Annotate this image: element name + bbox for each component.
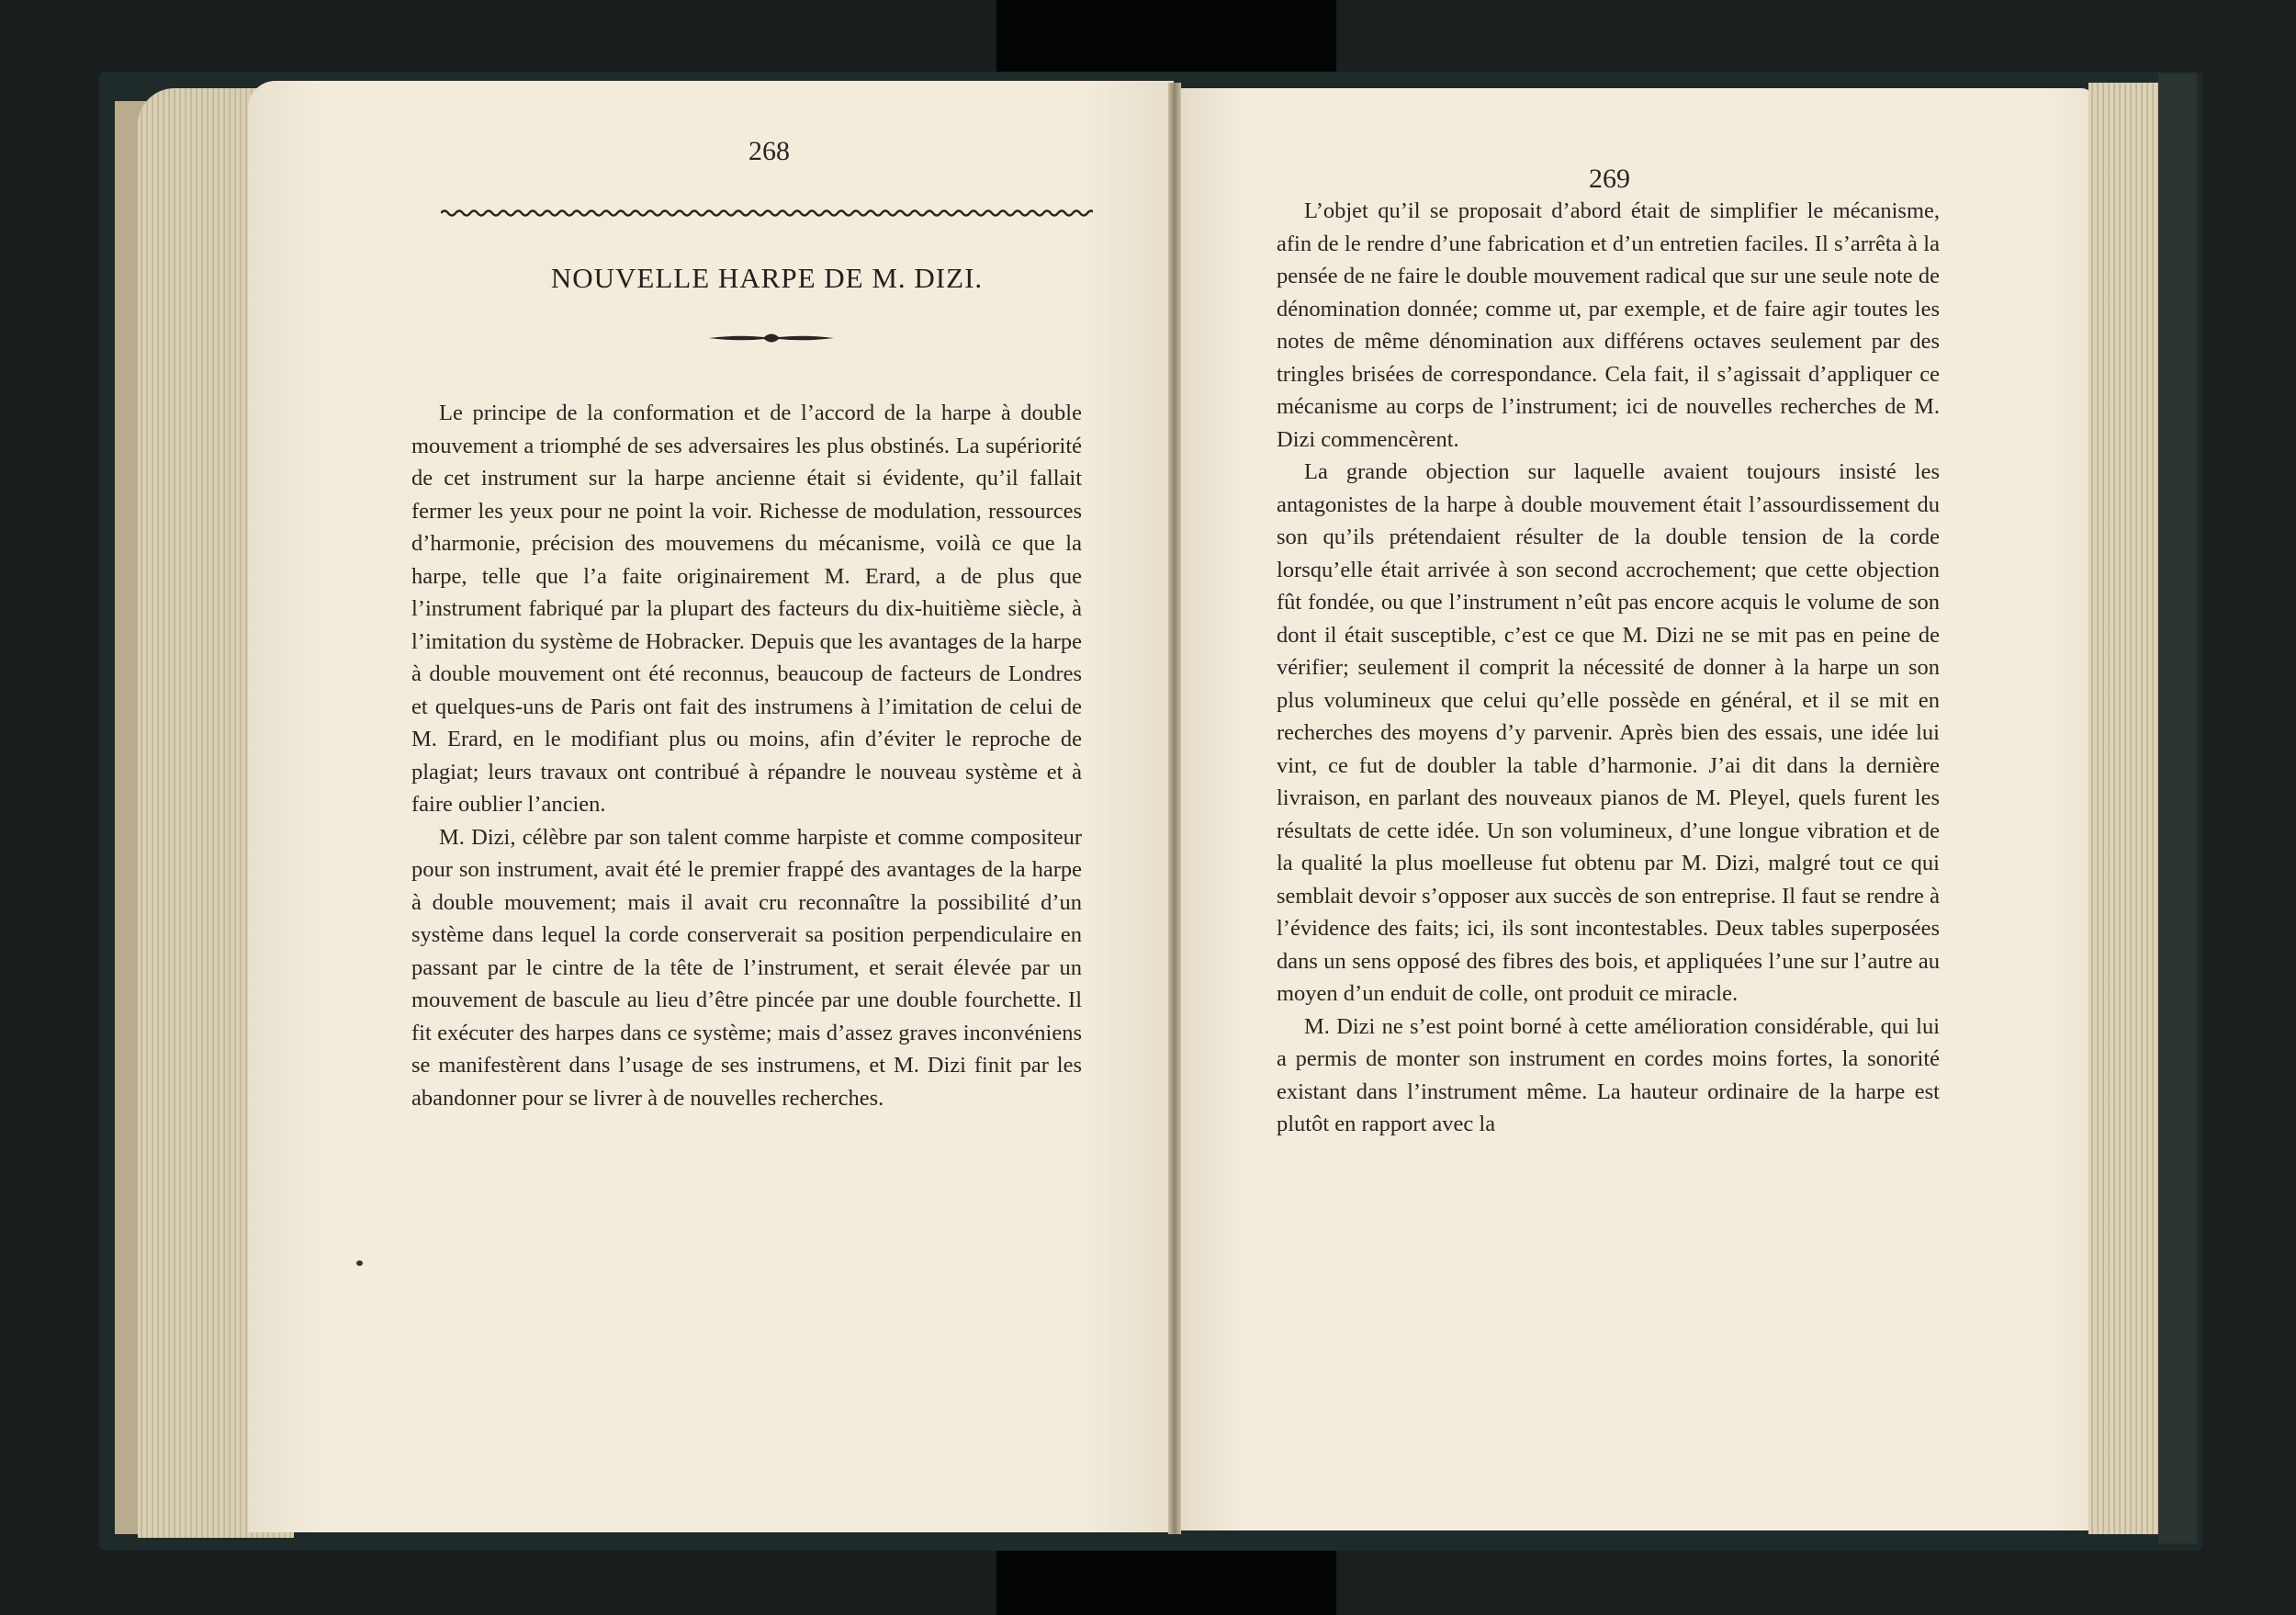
right-page-text <box>1277 195 1940 1141</box>
paragraph-5: M. Dizi ne s’est point borné à cette amélioration considérable, qui lui a permis de monter son instrument en cordes moins fortes, la sonorité existant dans l’instrument même. La hauteur ordinaire de la harpe est plutôt en rapport avec la <box>1277 1013 1940 1136</box>
ink-speck <box>356 1260 363 1266</box>
paragraph-4: La grande objection sur laquelle avaient toujours insisté les antagonistes de la harpe à double mouvement était l’assourdissement du son qu’ils prétendaient résulter de la double tension de la corde lorsqu’elle était arrivée à son second accrochement; que cette objection fût fondée, ou que l’instrument n’eût pas encore acquis le volume de son dont il était susceptible, c’est ce que M. Dizi ne se mit pas en peine de vérifier; seulement il comprit la nécessité de donner à la harpe un son plus volumineux que celui qu’elle possède en général, et il se mit en recherches des moyens d’y parvenir. Après bien des essais, une idée lui vint, ce fut de doubler la table d’harmonie. J’ai dit dans la dernière livraison, en parlant des nouveaux pianos de M. Pleyel, quels furent les résultats de cette idée. Un son volumineux, d’une longue vibration et de la qualité la plus moelleuse fut obtenu par M. Dizi, malgré tout ce qui semblait devoir s’opposer aux succès de son entreprise. Il faut se rendre à l’évidence des faits; ici, ils sont incontestables. Deux tables superposées dans un sens opposé des fibres des bois, et appliquées l’une sur l’autre au moyen d’un enduit de colle, ont produit ce miracle. <box>1277 459 1940 1006</box>
book-cover-right <box>2158 73 2197 1543</box>
page-number-left: 268 <box>748 136 790 166</box>
paragraph-1: Le principe de la conformation et de l’accord de la harpe à double mouvement a triomphé de ses adversaires les plus obstinés. La supériorité de cet instrument sur la harpe ancienne était si évidente, qu’il fallait fermer les yeux pour ne point la voir. Richesse de modulation, ressources d’harmonie, précision des mouvemens du mécanisme, voilà ce que la harpe, telle que l’a faite originairement M. Erard, a de plus que l’instrument fabriqué par la plupart des facteurs du dix-huitième siècle, à l’imitation du système de Hobracker. Depuis que les avantages de la harpe à double mouvement ont été reconnus, beaucoup de facteurs de Londres et quelques-uns de Paris ont fait des instrumens à l’imitation de celui de M. Erard, en le modifiant plus ou moins, afin d’éviter le reproche de plagiat; leurs travaux ont contribué à répandre le nouveau système et à faire oublier l’ancien. <box>411 401 1082 817</box>
ornamental-rule <box>441 208 1093 219</box>
paragraph-3: L’objet qu’il se proposait d’abord était de simplifier le mécanisme, afin de le rendre d’une fabrication et d’un entretien faciles. Il s’arrêta à la pensée de ne faire le double mouvement radical que sur une seule note de dénomination donnée; comme ut, par exemple, et de faire agir toutes les notes de même dénomination aux différens octaves seulement par des tringles brisées de correspondance. Cela fait, il s’agissait d’appliquer ce mécanisme au corps de l’instrument; ici de nouvelles recherches de M. Dizi commencèrent. <box>1277 198 1940 452</box>
paragraph-2: M. Dizi, célèbre par son talent comme harpiste et comme compositeur pour son instrument, avait été le premier frappé des avantages de la harpe à double mouvement; mais il avait cru reconnaître la possibilité d’un système dans lequel la corde conserverait sa position perpendiculaire en passant par le cintre de la tête de l’instrument, et serait élevée par un mouvement de bascule au lieu d’être pincée par une double fourchette. Il fit exécuter des harpes dans ce système; mais d’assez graves inconvéniens se manifestèrent dans l’usage de ses instrumens, et M. Dizi finit par les abandonner pour se livrer à de nouvelles recherches. <box>411 824 1082 1111</box>
left-page-text <box>411 397 1082 1114</box>
title-flourish <box>707 329 836 347</box>
page-number-right: 269 <box>1589 164 1630 194</box>
article-title: NOUVELLE HARPE DE M. DIZI. <box>550 262 984 294</box>
book-gutter <box>1168 83 1181 1534</box>
